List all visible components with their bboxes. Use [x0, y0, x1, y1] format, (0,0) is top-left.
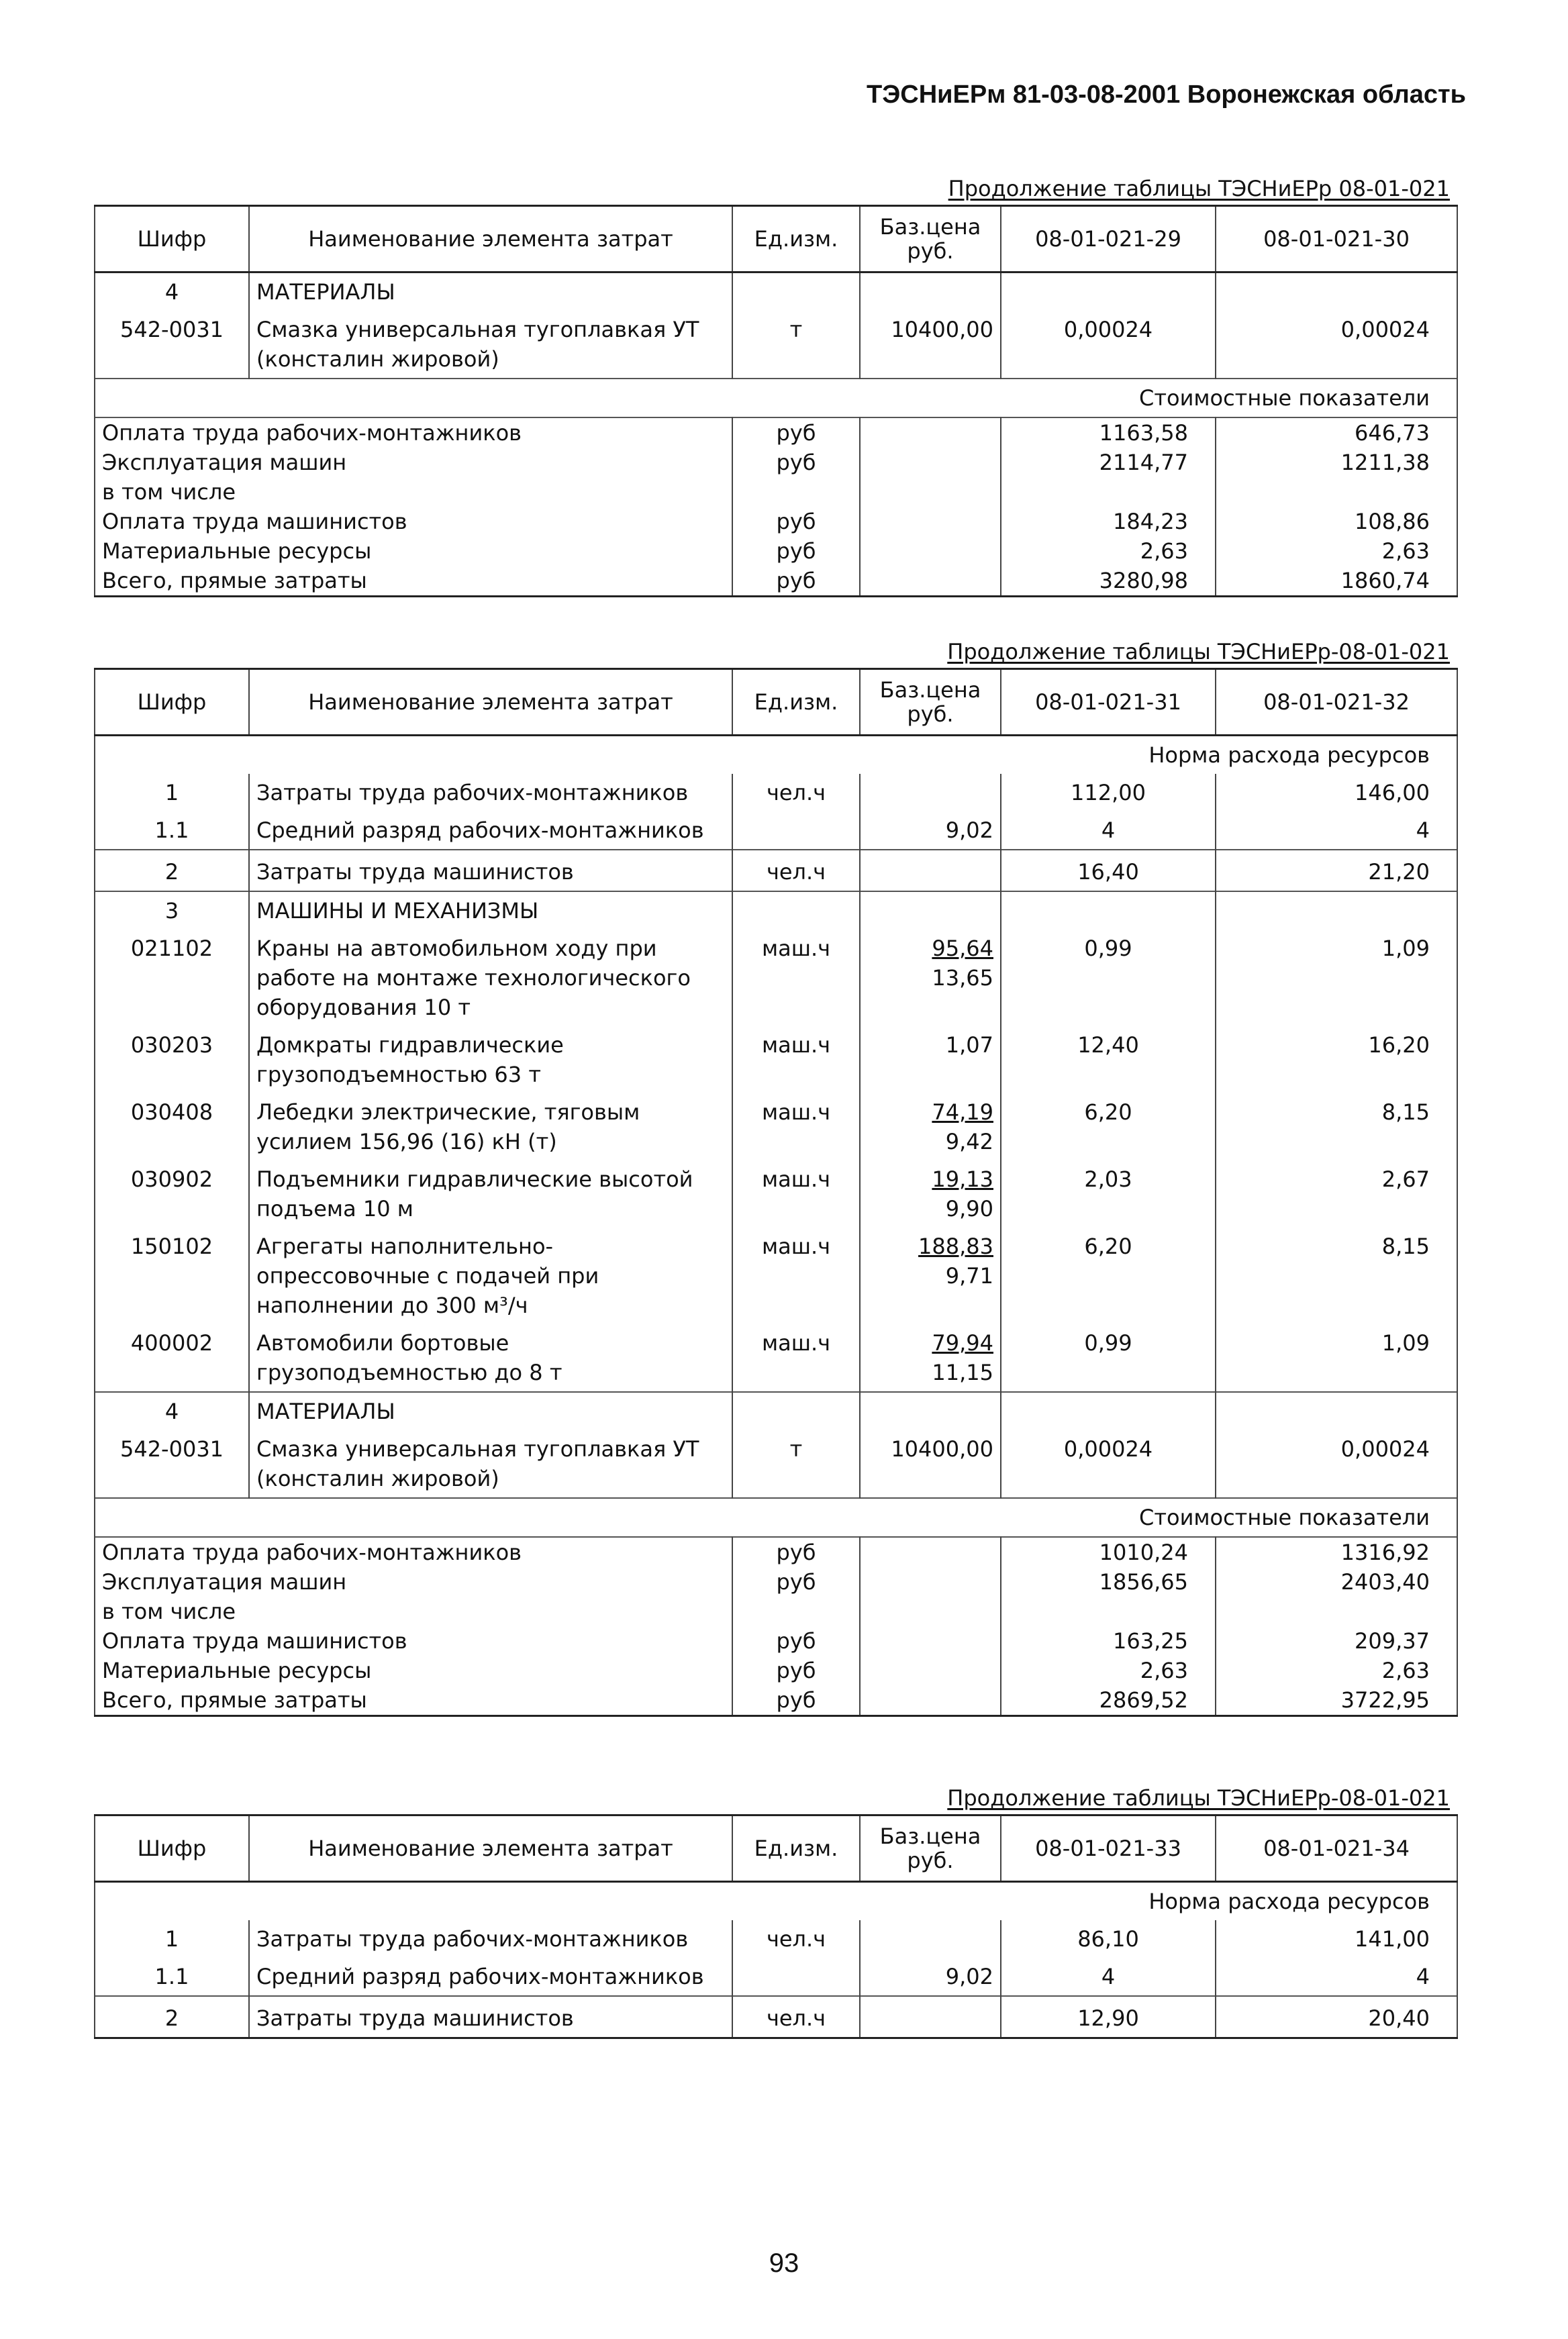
price-total: 19,13 — [932, 1166, 993, 1192]
price-labor: 13,65 — [932, 965, 993, 991]
header-unit: Ед.изм. — [732, 1815, 860, 1882]
section-number: 4 — [95, 1392, 249, 1430]
header-price-line2: руб. — [907, 1848, 954, 1873]
resource-name: Автомобили бортовые грузоподъемностью до 8 т — [249, 1324, 732, 1392]
unit-cell — [732, 477, 860, 507]
cost-value-2: 1860,74 — [1216, 566, 1457, 597]
unit-cell: руб — [732, 1537, 860, 1567]
norm-value-1: 2,03 — [1001, 1160, 1216, 1228]
price-cell — [860, 1093, 1001, 1160]
cost-value-1: 2114,77 — [1001, 448, 1216, 477]
empty-cell — [1216, 891, 1457, 930]
cost-value-2 — [1216, 1597, 1457, 1626]
cost-value-1: 163,25 — [1001, 1626, 1216, 1656]
empty-cell — [860, 536, 1001, 566]
resource-name: Подъемники гидравлические высотой подъема 10 м — [249, 1160, 732, 1228]
cost-indicator-name: Материальные ресурсы — [95, 536, 732, 566]
norm-value-1: 4 — [1001, 1958, 1216, 1996]
resource-name: Затраты труда машинистов — [249, 850, 732, 891]
unit-cell: руб — [732, 448, 860, 477]
price-cell: 10400,00 — [860, 1430, 1001, 1498]
norm-value-1: 6,20 — [1001, 1093, 1216, 1160]
table-row — [95, 1324, 1457, 1392]
table-header-row — [95, 206, 1457, 272]
price-total: 188,83 — [918, 1234, 993, 1259]
header-name: Наименование элемента затрат — [249, 206, 732, 272]
empty-cell — [860, 1656, 1001, 1685]
unit-cell — [732, 811, 860, 850]
resource-name: Смазка универсальная тугоплавкая УТ (консталин жировой) — [249, 1430, 732, 1498]
table-row — [95, 850, 1457, 891]
header-norm-code-2: 08-01-021-30 — [1216, 206, 1457, 272]
norm-value-2: 16,20 — [1216, 1026, 1457, 1093]
norm-value-2: 2,67 — [1216, 1160, 1457, 1228]
running-header: ТЭСНиЕРм 81-03-08-2001 Воронежская область — [867, 81, 1466, 109]
norm-value-1: 0,99 — [1001, 930, 1216, 1026]
resource-name: Агрегаты наполнительно-опрессовочные с подачей при наполнении до 300 м³/ч — [249, 1228, 732, 1324]
price-labor: 11,15 — [932, 1360, 993, 1385]
table-caption: Продолжение таблицы ТЭСНиЕРр-08-01-021 — [947, 1785, 1450, 1811]
empty-cell — [860, 1685, 1001, 1716]
cost-value-1: 1010,24 — [1001, 1537, 1216, 1567]
header-code: Шифр — [95, 1815, 249, 1882]
norm-value-2: 20,40 — [1216, 1996, 1457, 2038]
cost-indicator-name: Оплата труда рабочих-монтажников — [95, 1537, 732, 1567]
cost-indicator-name: Эксплуатация машин — [95, 448, 732, 477]
unit-cell: маш.ч — [732, 1160, 860, 1228]
resource-code: 030902 — [95, 1160, 249, 1228]
table-row — [95, 536, 1457, 566]
resource-code: 021102 — [95, 930, 249, 1026]
norm-value-1: 0,99 — [1001, 1324, 1216, 1392]
norm-table — [94, 1814, 1458, 2039]
cost-value-2: 646,73 — [1216, 417, 1457, 448]
resource-code: 1 — [95, 1920, 249, 1958]
unit-cell: чел.ч — [732, 1920, 860, 1958]
resource-code: 542-0031 — [95, 311, 249, 379]
table-row — [95, 1882, 1457, 1921]
table-row — [95, 891, 1457, 930]
resource-code: 2 — [95, 1996, 249, 2038]
table-caption: Продолжение таблицы ТЭСНиЕРр-08-01-021 — [947, 639, 1450, 664]
resource-code: 1 — [95, 774, 249, 811]
cost-value-2: 209,37 — [1216, 1626, 1457, 1656]
norm-value-1: 86,10 — [1001, 1920, 1216, 1958]
norm-value-2: 21,20 — [1216, 850, 1457, 891]
norm-table — [94, 668, 1458, 1717]
resource-code: 2 — [95, 850, 249, 891]
header-price-line2: руб. — [907, 701, 954, 727]
table-row — [95, 272, 1457, 311]
empty-cell — [860, 1626, 1001, 1656]
price-cell — [860, 930, 1001, 1026]
price-total: 79,94 — [932, 1330, 993, 1356]
resource-name: Лебедки электрические, тяговым усилием 156,96 (16) кН (т) — [249, 1093, 732, 1160]
header-price-line2: руб. — [907, 238, 954, 264]
price-total: 74,19 — [932, 1099, 993, 1125]
section-title: МАТЕРИАЛЫ — [249, 1392, 732, 1430]
norm-value-2: 4 — [1216, 811, 1457, 850]
unit-cell: руб — [732, 1626, 860, 1656]
table-row — [95, 930, 1457, 1026]
unit-cell: чел.ч — [732, 774, 860, 811]
norm-value-1: 16,40 — [1001, 850, 1216, 891]
resource-code: 1.1 — [95, 811, 249, 850]
empty-cell — [1216, 272, 1457, 311]
resource-code: 400002 — [95, 1324, 249, 1392]
table-row — [95, 1996, 1457, 2038]
norm-table — [94, 205, 1458, 597]
norm-value-2: 146,00 — [1216, 774, 1457, 811]
cost-value-2: 1316,92 — [1216, 1537, 1457, 1567]
cost-value-2: 2403,40 — [1216, 1567, 1457, 1597]
price-total: 95,64 — [932, 936, 993, 961]
cost-indicator-name: Оплата труда рабочих-монтажников — [95, 417, 732, 448]
empty-cell — [860, 566, 1001, 597]
table-row — [95, 1392, 1457, 1430]
cost-value-1: 2,63 — [1001, 1656, 1216, 1685]
unit-cell: маш.ч — [732, 1026, 860, 1093]
cost-value-2: 2,63 — [1216, 1656, 1457, 1685]
norm-value-2: 141,00 — [1216, 1920, 1457, 1958]
table-row — [95, 736, 1457, 775]
table-row — [95, 448, 1457, 477]
unit-cell: т — [732, 311, 860, 379]
table-row — [95, 1656, 1457, 1685]
price-cell — [860, 1324, 1001, 1392]
cost-value-2: 108,86 — [1216, 507, 1457, 536]
cost-value-1: 2869,52 — [1001, 1685, 1216, 1716]
price-labor: 9,90 — [945, 1196, 993, 1222]
empty-cell — [732, 1392, 860, 1430]
resource-name: Средний разряд рабочих-монтажников — [249, 1958, 732, 1996]
unit-cell: руб — [732, 1685, 860, 1716]
empty-cell — [1001, 891, 1216, 930]
table-row — [95, 417, 1457, 448]
cost-value-1 — [1001, 1597, 1216, 1626]
norm-value-2: 0,00024 — [1216, 1430, 1457, 1498]
price-cell: 1,07 — [860, 1026, 1001, 1093]
unit-cell: руб — [732, 507, 860, 536]
unit-cell — [732, 1958, 860, 1996]
norm-value-1: 0,00024 — [1001, 1430, 1216, 1498]
table-row — [95, 1093, 1457, 1160]
header-code: Шифр — [95, 669, 249, 736]
empty-cell — [860, 1567, 1001, 1597]
norm-value-2: 4 — [1216, 1958, 1457, 1996]
table-row — [95, 566, 1457, 597]
resource-code: 150102 — [95, 1228, 249, 1324]
resource-code: 030203 — [95, 1026, 249, 1093]
section-title: МАТЕРИАЛЫ — [249, 272, 732, 311]
header-price-line1: Баз.цена — [879, 677, 981, 703]
unit-cell: маш.ч — [732, 930, 860, 1026]
empty-cell — [860, 448, 1001, 477]
norm-value-1: 12,40 — [1001, 1026, 1216, 1093]
banner-spacer — [95, 1498, 1001, 1537]
cost-value-2: 2,63 — [1216, 536, 1457, 566]
resource-code: 542-0031 — [95, 1430, 249, 1498]
cost-indicator-name: Оплата труда машинистов — [95, 507, 732, 536]
price-labor: 9,42 — [945, 1129, 993, 1154]
table-row — [95, 1567, 1457, 1597]
section-number: 4 — [95, 272, 249, 311]
unit-cell: руб — [732, 417, 860, 448]
header-price-line1: Баз.цена — [879, 1824, 981, 1849]
table-row — [95, 1958, 1457, 1996]
price-cell — [860, 850, 1001, 891]
empty-cell — [732, 272, 860, 311]
price-cell: 9,02 — [860, 1958, 1001, 1996]
header-name: Наименование элемента затрат — [249, 1815, 732, 1882]
table-row — [95, 1685, 1457, 1716]
table-row — [95, 811, 1457, 850]
header-norm-code-1: 08-01-021-31 — [1001, 669, 1216, 736]
price-cell — [860, 774, 1001, 811]
table-row — [95, 311, 1457, 379]
price-cell — [860, 1160, 1001, 1228]
cost-value-2: 3722,95 — [1216, 1685, 1457, 1716]
header-price-line1: Баз.цена — [879, 214, 981, 240]
table-row — [95, 1026, 1457, 1093]
price-cell — [860, 1228, 1001, 1324]
empty-cell — [1001, 1392, 1216, 1430]
resource-name: Средний разряд рабочих-монтажников — [249, 811, 732, 850]
norm-value-2: 1,09 — [1216, 1324, 1457, 1392]
empty-cell — [860, 272, 1001, 311]
section-banner: Норма расхода ресурсов — [1001, 1882, 1457, 1921]
cost-indicator-name: в том числе — [95, 1597, 732, 1626]
banner-spacer — [95, 1882, 1001, 1921]
table-row — [95, 1160, 1457, 1228]
cost-value-1: 1163,58 — [1001, 417, 1216, 448]
section-title: МАШИНЫ И МЕХАНИЗМЫ — [249, 891, 732, 930]
unit-cell: руб — [732, 536, 860, 566]
empty-cell — [860, 1392, 1001, 1430]
unit-cell: чел.ч — [732, 850, 860, 891]
norm-value-1: 12,90 — [1001, 1996, 1216, 2038]
cost-value-2: 1211,38 — [1216, 448, 1457, 477]
price-cell — [860, 1920, 1001, 1958]
cost-indicator-name: Всего, прямые затраты — [95, 566, 732, 597]
table-row — [95, 1537, 1457, 1567]
cost-indicator-name: Эксплуатация машин — [95, 1567, 732, 1597]
cost-indicator-name: Всего, прямые затраты — [95, 1685, 732, 1716]
empty-cell — [860, 1537, 1001, 1567]
price-labor: 9,71 — [945, 1263, 993, 1289]
unit-cell: руб — [732, 1567, 860, 1597]
norm-value-2: 0,00024 — [1216, 311, 1457, 379]
norm-value-2: 1,09 — [1216, 930, 1457, 1026]
table-row — [95, 1597, 1457, 1626]
norm-value-1: 0,00024 — [1001, 311, 1216, 379]
unit-cell: руб — [732, 1656, 860, 1685]
empty-cell — [860, 507, 1001, 536]
table-caption: Продолжение таблицы ТЭСНиЕРр 08-01-021 — [948, 176, 1450, 201]
section-banner: Стоимостные показатели — [1001, 379, 1457, 417]
resource-name: Смазка универсальная тугоплавкая УТ (консталин жировой) — [249, 311, 732, 379]
empty-cell — [860, 1597, 1001, 1626]
table-row — [95, 1228, 1457, 1324]
empty-cell — [732, 891, 860, 930]
resource-code: 1.1 — [95, 1958, 249, 1996]
header-price — [860, 1815, 1001, 1882]
table-row — [95, 379, 1457, 417]
unit-cell: руб — [732, 566, 860, 597]
resource-name: Затраты труда рабочих-монтажников — [249, 774, 732, 811]
table-row — [95, 774, 1457, 811]
norm-value-1: 6,20 — [1001, 1228, 1216, 1324]
page-number: 93 — [769, 2248, 799, 2278]
header-code: Шифр — [95, 206, 249, 272]
unit-cell — [732, 1597, 860, 1626]
header-unit: Ед.изм. — [732, 206, 860, 272]
cost-value-1 — [1001, 477, 1216, 507]
section-banner: Норма расхода ресурсов — [1001, 736, 1457, 775]
table-row — [95, 1626, 1457, 1656]
norm-value-1: 112,00 — [1001, 774, 1216, 811]
price-cell: 9,02 — [860, 811, 1001, 850]
unit-cell: маш.ч — [732, 1324, 860, 1392]
header-norm-code-2: 08-01-021-32 — [1216, 669, 1457, 736]
cost-value-1: 184,23 — [1001, 507, 1216, 536]
table-row — [95, 1920, 1457, 1958]
unit-cell: чел.ч — [732, 1996, 860, 2038]
resource-code: 030408 — [95, 1093, 249, 1160]
header-norm-code-1: 08-01-021-29 — [1001, 206, 1216, 272]
header-norm-code-1: 08-01-021-33 — [1001, 1815, 1216, 1882]
section-banner: Стоимостные показатели — [1001, 1498, 1457, 1537]
table-row — [95, 1498, 1457, 1537]
cost-value-1: 1856,65 — [1001, 1567, 1216, 1597]
norm-value-2: 8,15 — [1216, 1093, 1457, 1160]
price-cell — [860, 1996, 1001, 2038]
table-row — [95, 507, 1457, 536]
section-number: 3 — [95, 891, 249, 930]
header-price — [860, 206, 1001, 272]
cost-indicator-name: Материальные ресурсы — [95, 1656, 732, 1685]
unit-cell: маш.ч — [732, 1093, 860, 1160]
header-price — [860, 669, 1001, 736]
norm-value-2: 8,15 — [1216, 1228, 1457, 1324]
banner-spacer — [95, 736, 1001, 775]
empty-cell — [860, 477, 1001, 507]
cost-value-1: 3280,98 — [1001, 566, 1216, 597]
empty-cell — [1216, 1392, 1457, 1430]
resource-name: Затраты труда машинистов — [249, 1996, 732, 2038]
header-name: Наименование элемента затрат — [249, 669, 732, 736]
header-unit: Ед.изм. — [732, 669, 860, 736]
cost-indicator-name: Оплата труда машинистов — [95, 1626, 732, 1656]
table-header-row — [95, 669, 1457, 736]
header-norm-code-2: 08-01-021-34 — [1216, 1815, 1457, 1882]
cost-value-1: 2,63 — [1001, 536, 1216, 566]
table-header-row — [95, 1815, 1457, 1882]
table-row — [95, 1430, 1457, 1498]
resource-name: Домкраты гидравлические грузоподъемностью 63 т — [249, 1026, 732, 1093]
table-row — [95, 477, 1457, 507]
resource-name: Краны на автомобильном ходу при работе на монтаже технологического оборудования 10 т — [249, 930, 732, 1026]
empty-cell — [860, 417, 1001, 448]
unit-cell: т — [732, 1430, 860, 1498]
empty-cell — [1001, 272, 1216, 311]
empty-cell — [860, 891, 1001, 930]
price-cell: 10400,00 — [860, 311, 1001, 379]
norm-value-1: 4 — [1001, 811, 1216, 850]
banner-spacer — [95, 379, 1001, 417]
cost-indicator-name: в том числе — [95, 477, 732, 507]
cost-value-2 — [1216, 477, 1457, 507]
unit-cell: маш.ч — [732, 1228, 860, 1324]
resource-name: Затраты труда рабочих-монтажников — [249, 1920, 732, 1958]
